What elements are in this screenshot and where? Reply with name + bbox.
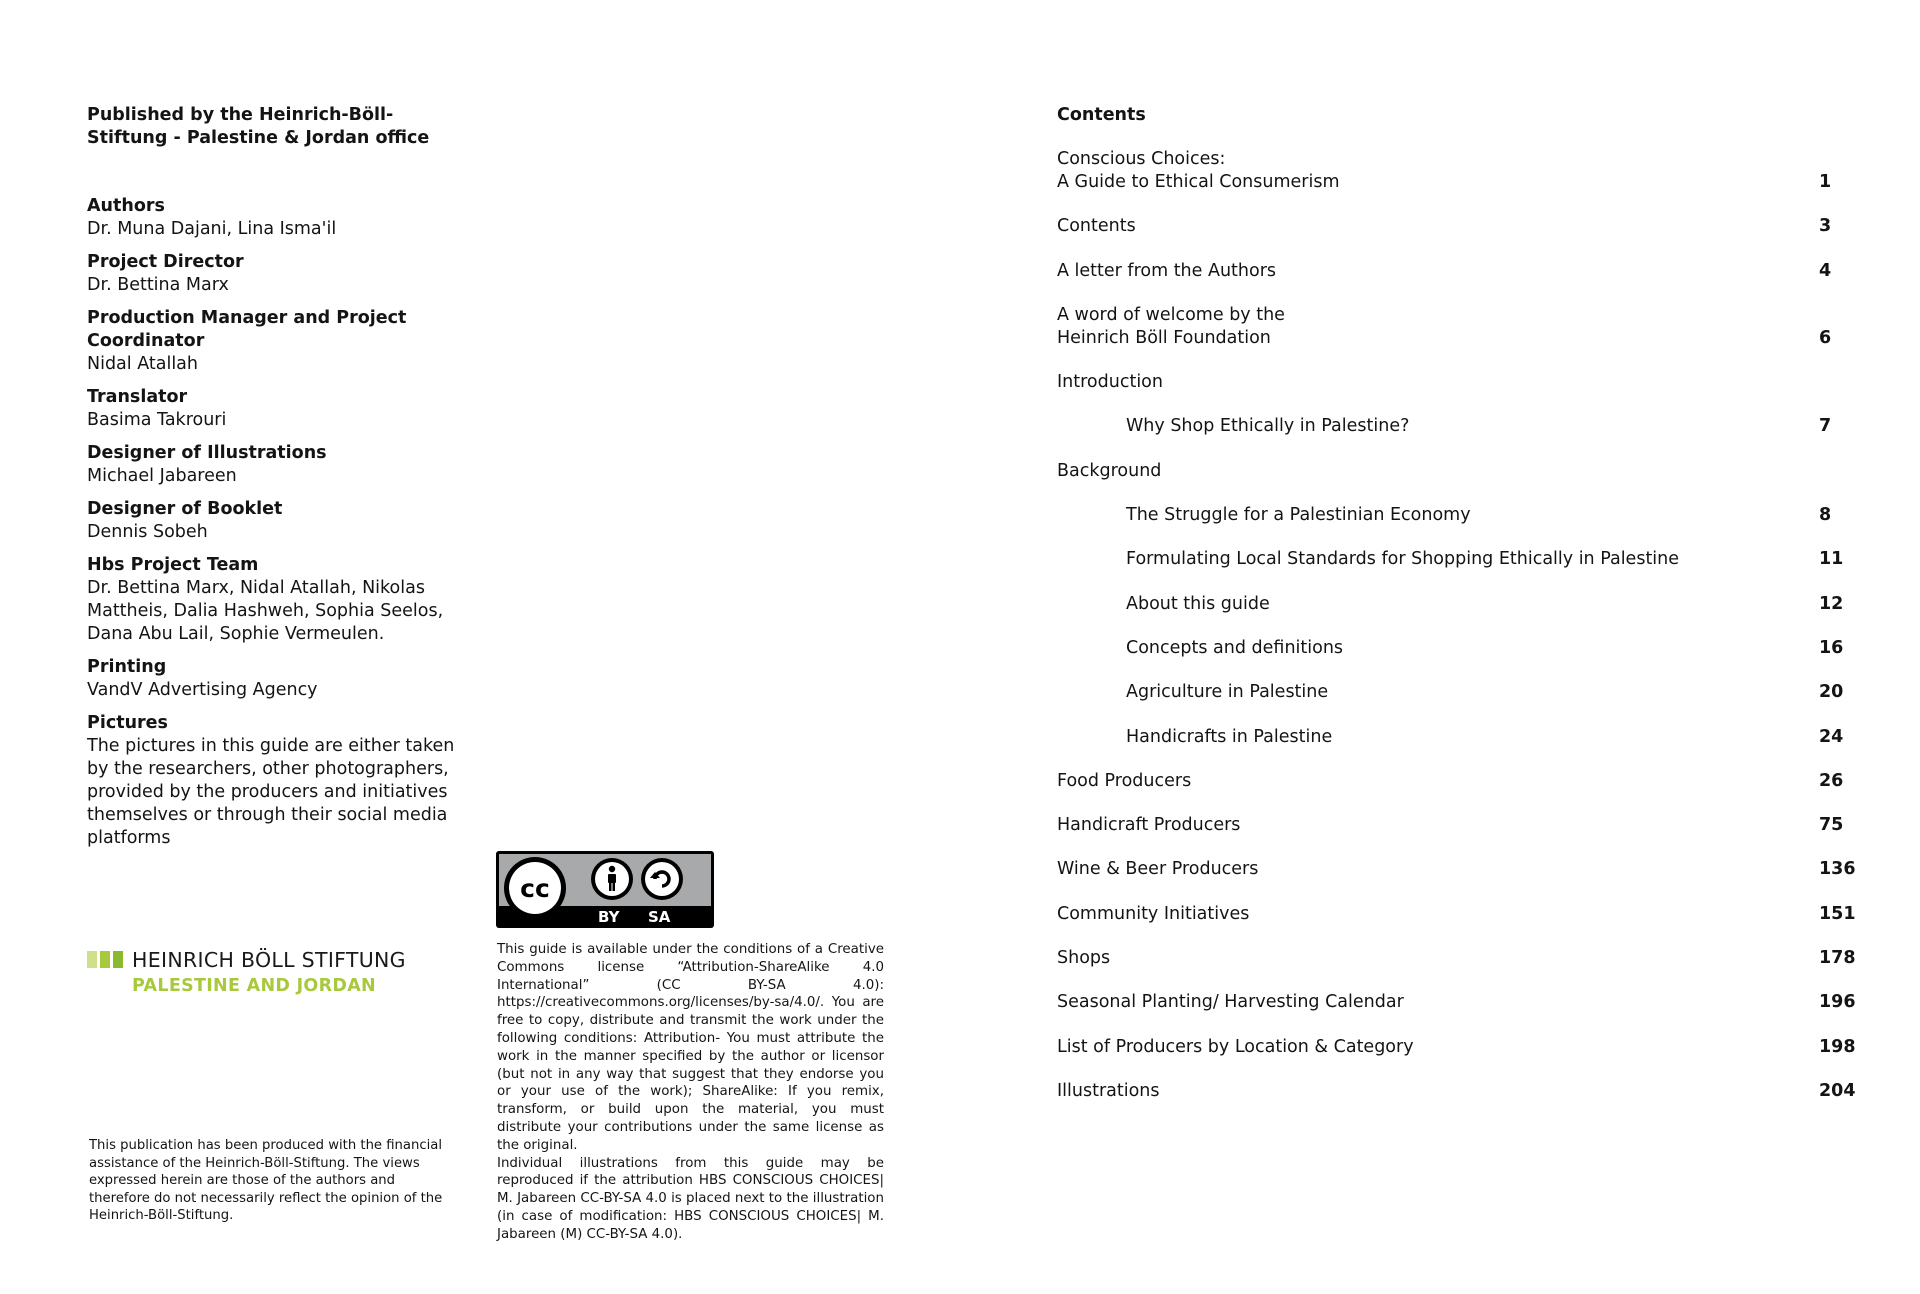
toc-entry-label-line: Handicraft Producers (1057, 815, 1241, 836)
toc-entry[interactable] (1057, 460, 1857, 483)
toc-entry-page: 3 (1819, 216, 1832, 237)
toc-entry[interactable] (1057, 593, 1857, 616)
toc-entry[interactable] (1057, 681, 1857, 704)
toc-entry-label (1057, 215, 1857, 238)
toc-entry-label-line: Concepts and definitions (1126, 637, 1344, 658)
credit-names: Dr. Bettina Marx, Nidal Atallah, Nikolas Mattheis, Dalia Hashweh, Sophia Seelos, Dana Abu Lail, Sophie Vermeulen. (87, 578, 444, 644)
toc-entry[interactable] (1057, 548, 1857, 571)
logo-bar (100, 951, 110, 968)
toc-entry-label (1057, 858, 1857, 881)
toc-entry-label-line: A word of welcome by the (1057, 304, 1285, 325)
toc-entry[interactable] (1057, 991, 1857, 1014)
toc-entry-page: 26 (1819, 770, 1844, 791)
toc-entry-label (1057, 304, 1857, 350)
toc-entry-label-line: About this guide (1126, 593, 1270, 614)
credit-role: Authors (87, 196, 165, 216)
toc-entry[interactable] (1057, 371, 1857, 394)
toc-entry[interactable] (1057, 726, 1857, 749)
toc-entry[interactable] (1057, 215, 1857, 238)
toc-entry-label-line: Community Initiatives (1057, 903, 1250, 924)
credit-names: VandV Advertising Agency (87, 680, 318, 700)
toc-entry-label-line: Food Producers (1057, 770, 1192, 791)
credit-block (87, 498, 467, 544)
credit-role: Pictures (87, 713, 168, 733)
credit-block (87, 386, 467, 432)
credit-block (87, 554, 467, 646)
toc-entry-label-line: Why Shop Ethically in Palestine? (1126, 416, 1410, 437)
toc-entry-label (1057, 770, 1857, 793)
toc-entry-label (1057, 460, 1857, 483)
credit-role: Production Manager and Project Coordinator (87, 308, 407, 351)
credits-column (87, 104, 467, 860)
logo-bar (113, 951, 123, 968)
toc-entry[interactable] (1057, 1080, 1857, 1103)
license-paragraph-illustrations: Individual illustrations from this guide may be reproduced if the attribution HBS CONSCIOUS CHOICES| M. Jabareen CC-BY-SA 4.0 is placed next to the illustration (in case of modification: HBS CONSCIOUS CHOICES| M. Jabareen (M) CC-BY-SA 4.0). (497, 1155, 884, 1242)
toc-entry-page: 4 (1819, 260, 1832, 281)
table-of-contents (1057, 104, 1857, 1124)
toc-title: Contents (1057, 105, 1146, 125)
toc-entry[interactable] (1057, 304, 1857, 350)
toc-entry-label (1057, 1036, 1857, 1059)
toc-entry[interactable] (1057, 947, 1857, 970)
credit-role: Hbs Project Team (87, 555, 259, 575)
toc-entry-label (1057, 814, 1857, 837)
toc-entry-page: 204 (1819, 1080, 1856, 1101)
toc-entry-label (1057, 947, 1857, 970)
toc-entry-page: 151 (1819, 903, 1856, 924)
credit-names: Dennis Sobeh (87, 522, 208, 542)
credit-block (87, 442, 467, 488)
toc-entry-label (1057, 260, 1857, 283)
toc-entry-label (1057, 726, 1857, 749)
cc-text: cc (520, 874, 550, 903)
toc-entry-page: 11 (1819, 549, 1844, 570)
credit-block (87, 656, 467, 702)
toc-entry[interactable] (1057, 637, 1857, 660)
credit-role: Printing (87, 657, 167, 677)
toc-entry-label (1057, 148, 1857, 194)
toc-entry-label-line: A letter from the Authors (1057, 260, 1277, 281)
toc-entry[interactable] (1057, 858, 1857, 881)
toc-entry-page: 7 (1819, 416, 1832, 437)
logo-name: HEINRICH BÖLL STIFTUNG (132, 948, 406, 972)
logo-bars-icon (87, 951, 123, 968)
logo-region: PALESTINE AND JORDAN (132, 976, 377, 996)
publisher-line: Published by the Heinrich-Böll-Stiftung - Palestine & Jordan office (87, 105, 430, 148)
credit-role: Translator (87, 387, 188, 407)
toc-entry-label-line: A Guide to Ethical Consumerism (1057, 172, 1340, 192)
credit-names: Michael Jabareen (87, 466, 237, 486)
toc-entry-label-line: Introduction (1057, 372, 1163, 393)
toc-entry[interactable] (1057, 814, 1857, 837)
credit-names: Nidal Atallah (87, 354, 198, 374)
toc-entry-label-line: Illustrations (1057, 1080, 1160, 1101)
toc-entry-label (1057, 415, 1857, 438)
credit-role: Designer of Illustrations (87, 443, 327, 463)
toc-entry-label (1057, 1080, 1857, 1103)
toc-entry-label (1057, 548, 1857, 571)
cc-by-label: BY (598, 908, 620, 926)
toc-entry[interactable] (1057, 903, 1857, 926)
toc-entry-page: 24 (1819, 726, 1844, 747)
credit-block (87, 251, 467, 297)
toc-entry-page: 198 (1819, 1036, 1856, 1057)
license-paragraph: This guide is available under the conditions of a Creative Commons license “Attribution-ShareAlike 4.0 International” (CC BY-SA 4.0): https://creativecommons.org/licenses/by-sa/4.0/. You are free to copy, distribute and transmit the work under the following conditions: Attribution- You must attribute the work in the manner specified by the author or licensor (but not in any way that suggest that they endorse you or your use of the work); ShareAlike: If you remix, transform, or build upon the material, you must distribute your contributions under the same license as the original. (497, 942, 884, 1153)
credit-names: Basima Takrouri (87, 410, 227, 430)
toc-entry-label (1057, 991, 1857, 1014)
toc-entry-label (1057, 681, 1857, 704)
toc-entry[interactable] (1057, 770, 1857, 793)
toc-entry-page: 6 (1819, 327, 1832, 348)
toc-entry-label-line: Formulating Local Standards for Shopping Ethically in Palestine (1126, 549, 1680, 570)
credit-names: The pictures in this guide are either taken by the researchers, other photographers, provided by the producers and initiatives themselves or through their social media platforms (87, 736, 455, 848)
toc-entry-label (1057, 371, 1857, 394)
toc-entry-label-line: Contents (1057, 216, 1136, 237)
toc-entry-label-line: The Struggle for a Palestinian Economy (1126, 505, 1471, 526)
cc-sa-label: SA (648, 908, 671, 926)
license-text (497, 941, 884, 1244)
funding-disclaimer: This publication has been produced with the financial assistance of the Heinrich-Böll-Stiftung. The views expressed herein are those of the authors and therefore do not necessarily reflect the opinion of the Heinrich-Böll-Stiftung. (89, 1138, 443, 1223)
credit-block (87, 712, 467, 850)
toc-entry-label-line: Background (1057, 460, 1162, 481)
credit-block (87, 195, 467, 241)
toc-entry-label (1057, 504, 1857, 527)
toc-entry-label-line: List of Producers by Location & Category (1057, 1036, 1414, 1057)
toc-entry-page: 178 (1819, 948, 1856, 969)
toc-entry-label (1057, 903, 1857, 926)
toc-entry-label-line: Handicrafts in Palestine (1126, 726, 1333, 747)
toc-entry-page: 136 (1819, 859, 1856, 880)
toc-entry[interactable] (1057, 148, 1857, 194)
toc-entry-page: 12 (1819, 593, 1844, 614)
toc-entry-label-line: Conscious Choices: (1057, 149, 1226, 169)
toc-entry-page: 196 (1819, 992, 1856, 1013)
toc-entry-label-line: Heinrich Böll Foundation (1057, 327, 1271, 348)
credit-names: Dr. Bettina Marx (87, 275, 229, 295)
toc-entry[interactable] (1057, 260, 1857, 283)
toc-list (1057, 148, 1857, 1103)
toc-entry[interactable] (1057, 1036, 1857, 1059)
hbs-logo (87, 948, 427, 998)
credit-role: Project Director (87, 252, 244, 272)
credit-names: Dr. Muna Dajani, Lina Isma'il (87, 219, 337, 239)
toc-entry-label-line: Wine & Beer Producers (1057, 859, 1259, 880)
logo-bar (87, 951, 97, 968)
toc-entry[interactable] (1057, 415, 1857, 438)
toc-entry[interactable] (1057, 504, 1857, 527)
credit-role: Designer of Booklet (87, 499, 283, 519)
credit-list (87, 195, 467, 850)
toc-entry-page: 75 (1819, 815, 1844, 836)
toc-entry-page: 8 (1819, 505, 1832, 526)
toc-entry-label-line: Agriculture in Palestine (1126, 682, 1329, 703)
credit-block (87, 307, 467, 376)
toc-entry-label (1057, 637, 1857, 660)
toc-entry-page: 1 (1819, 172, 1832, 192)
toc-entry-label-line: Seasonal Planting/ Harvesting Calendar (1057, 992, 1404, 1013)
toc-entry-label (1057, 593, 1857, 616)
toc-entry-page: 20 (1819, 682, 1844, 703)
toc-entry-page: 16 (1819, 637, 1844, 658)
toc-entry-label-line: Shops (1057, 948, 1111, 969)
cc-by-sa-badge (496, 851, 714, 928)
